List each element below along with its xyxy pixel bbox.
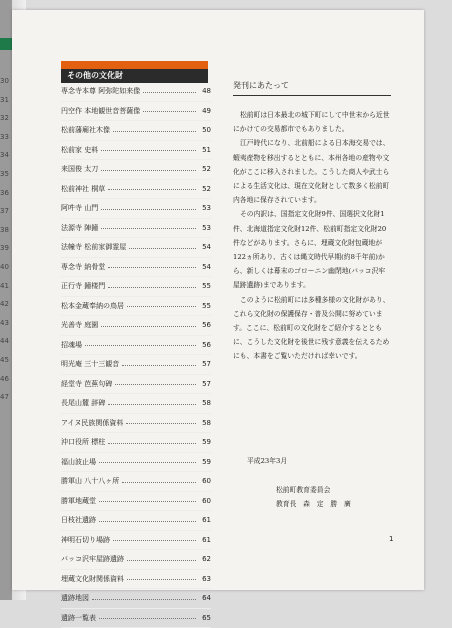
margin-page-number: 42 [0,300,12,319]
margin-page-number: 40 [0,263,12,282]
toc-entry [61,102,211,122]
toc-entry [61,453,211,473]
toc-entry-page: 55 [199,302,211,310]
toc-entry [61,316,211,336]
toc-leader-dots [99,462,196,463]
toc-entry-title: 長尾山麓 辞碑 [61,398,105,408]
toc-entry [61,570,211,590]
toc-leader-dots [108,287,196,288]
toc-entry-page: 57 [199,380,211,388]
toc-leader-dots [108,443,196,444]
toc-entry [61,297,211,317]
toc-entry-page: 52 [199,165,211,173]
toc-leader-dots [127,579,196,580]
toc-entry [61,492,211,512]
preface-paragraph: 江戸時代になり、北前船による日本海交易では、蝦夷産物を移出するとともに、本州各地の産物や文化がここに移入されました。こうした商人や武士らによる生活文化は、現在文化財として数多く松前町内各地に保存されています。 [233,136,391,207]
toc-entry-page: 65 [199,614,211,622]
toc-entry [61,472,211,492]
toc-entry-page: 61 [199,536,211,544]
toc-entry-title: 来国俊 太刀 [61,164,98,174]
toc-entry-title: 阿吽寺 山門 [61,203,98,213]
toc-leader-dots [101,228,196,229]
toc-entry-title: 法源寺 陣鐘 [61,223,98,233]
toc-entry-title: 遺跡一覧表 [61,613,96,623]
preface-paragraph: その内訳は、国指定文化財9件、国選択文化財1件、北海道指定文化財12件、松前町指定文化財20件などがあります。さらに、埋蔵文化財包蔵地が122ヵ所あり、古くは縄文時代早期(約8千年前)から、新しくは幕末のゴローニン幽閉地(バッコ沢牢屋跡遺跡)まであります。 [233,207,391,292]
toc-entry [61,609,211,628]
toc-leader-dots [99,618,196,619]
margin-page-number: 45 [0,356,12,375]
margin-page-number: 39 [0,244,12,263]
toc-leader-dots [99,521,196,522]
preface-date: 平成23年3月 [247,455,287,465]
toc-leader-dots [122,482,196,483]
toc-leader-dots [122,365,196,366]
margin-page-number: 38 [0,226,12,245]
toc-entry-title: 招魂場 [61,340,82,350]
margin-page-number: 35 [0,170,12,189]
toc-entry-page: 53 [199,224,211,232]
toc-leader-dots [101,170,196,171]
toc-leader-dots [101,150,196,151]
toc-leader-dots [101,209,196,210]
toc-entry-title: 明光庵 三十三観音 [61,359,119,369]
toc-entry [61,433,211,453]
toc-entry-title: 沖口役所 標柱 [61,437,105,447]
toc-entry-page: 50 [199,126,211,134]
toc-entry [61,375,211,395]
organization-name: 松前町教育委員会 [276,484,330,494]
toc-entry-page: 64 [199,594,211,602]
toc-entry-title: 円空作 本地観世音菩薩像 [61,106,140,116]
toc-entry-title: 神明石切り場跡 [61,535,110,545]
toc-leader-dots [108,267,196,268]
signature-line: 教育長 森 定 勝 廣 [276,498,351,508]
margin-page-number: 44 [0,337,12,356]
toc-entry-title: 勝軍地蔵堂 [61,496,96,506]
margin-page-number: 32 [0,114,12,133]
toc-header-label: その他の文化財 [67,70,123,81]
toc-entry [61,531,211,551]
margin-page-number: 31 [0,96,12,115]
toc-entry [61,199,211,219]
toc-entry-page: 58 [199,399,211,407]
margin-page-number: 36 [0,189,12,208]
margin-page-number: 33 [0,133,12,152]
margin-page-number: 37 [0,207,12,226]
toc-leader-dots [99,501,196,502]
margin-page-number: 43 [0,319,12,338]
toc-entry-title: 経堂寺 芭蕉句碑 [61,379,112,389]
toc-entry-page: 49 [199,107,211,115]
toc-entry [61,258,211,278]
toc-entry [61,121,211,141]
toc-leader-dots [108,404,196,405]
margin-page-number: 46 [0,375,12,394]
preface-paragraph: 松前町は日本最北の城下町にして中世末から近世にかけての交易都市でもありました。 [233,108,391,136]
toc-leader-dots [85,345,196,346]
toc-leader-dots [115,384,196,385]
toc-entry-page: 57 [199,360,211,368]
toc-entry [61,277,211,297]
toc-entry [61,336,211,356]
table-of-contents [61,82,211,628]
toc-entry [61,511,211,531]
toc-entry-page: 60 [199,497,211,505]
toc-entry [61,82,211,102]
toc-entry-title: 専念寺本尊 阿弥陀如来像 [61,86,140,96]
toc-leader-dots [143,111,196,112]
preface-section [233,80,391,364]
toc-entry-title: 勝軍山 八十八ヶ所 [61,476,119,486]
toc-entry-page: 56 [199,321,211,329]
toc-entry-page: 60 [199,477,211,485]
toc-entry [61,180,211,200]
header-accent-bar [61,61,208,69]
margin-page-number: 30 [0,77,12,96]
toc-entry-page: 58 [199,419,211,427]
toc-entry-title: アイヌ民族関係資料 [61,418,123,428]
toc-entry-page: 61 [199,516,211,524]
toc-entry-title: 松本金蔵奉納の鳥居 [61,301,124,311]
toc-leader-dots [108,189,196,190]
toc-entry-page: 54 [199,243,211,251]
toc-entry-page: 55 [199,282,211,290]
toc-leader-dots [127,560,196,561]
toc-entry-page: 59 [199,458,211,466]
toc-entry-page: 54 [199,263,211,271]
toc-entry-page: 51 [199,146,211,154]
toc-entry-page: 59 [199,438,211,446]
toc-entry [61,589,211,609]
toc-leader-dots [113,540,196,541]
preface-heading: 発刊にあたって [233,80,391,96]
toc-entry [61,550,211,570]
toc-leader-dots [126,423,196,424]
toc-section-header [61,61,208,83]
margin-page-number: 47 [0,393,12,412]
page-number: 1 [389,535,393,543]
toc-leader-dots [143,92,196,93]
margin-page-number: 34 [0,151,12,170]
toc-entry-page: 63 [199,575,211,583]
toc-entry-title: 正行寺 鐘楼門 [61,281,105,291]
toc-entry-title: 松前家 史料 [61,145,98,155]
toc-entry [61,219,211,239]
toc-leader-dots [127,306,196,307]
toc-entry-page: 52 [199,185,211,193]
toc-entry-title: 日枝社遺跡 [61,515,96,525]
toc-leader-dots [101,326,196,327]
toc-entry-page: 48 [199,87,211,95]
toc-entry-title: 法幢寺 松前家御霊屋 [61,242,126,252]
toc-entry-title: 遺跡地図 [61,593,89,603]
toc-entry-title: 埋蔵文化財関係資料 [61,574,124,584]
toc-entry [61,394,211,414]
toc-leader-dots [113,131,196,132]
toc-entry [61,414,211,434]
toc-entry-title: バッコ沢牢屋跡遺跡 [61,554,124,564]
toc-entry [61,160,211,180]
margin-page-number: 41 [0,282,12,301]
toc-entry-title: 福山波止場 [61,457,96,467]
toc-entry [61,355,211,375]
toc-leader-dots [129,248,196,249]
previous-page-numbers [0,77,12,412]
toc-entry-page: 53 [199,204,211,212]
toc-entry-title: 専念寺 納骨堂 [61,262,105,272]
toc-entry-page: 56 [199,341,211,349]
toc-entry [61,238,211,258]
toc-entry [61,141,211,161]
toc-entry-page: 62 [199,555,211,563]
preface-paragraph: このように松前町には多種多様の文化財があり、これら文化財の保護保存・普及公開に努めています。ここに、松前町の文化財をご紹介するとともに、こうした文化財を後世に残す意義を伝えるためにも、本書をご覧いただければ幸いです。 [233,293,391,364]
toc-entry-title: 松前神社 桐草 [61,184,105,194]
toc-entry-title: 光善寺 庭園 [61,320,98,330]
toc-entry-title: 松前藩廟社木像 [61,125,110,135]
